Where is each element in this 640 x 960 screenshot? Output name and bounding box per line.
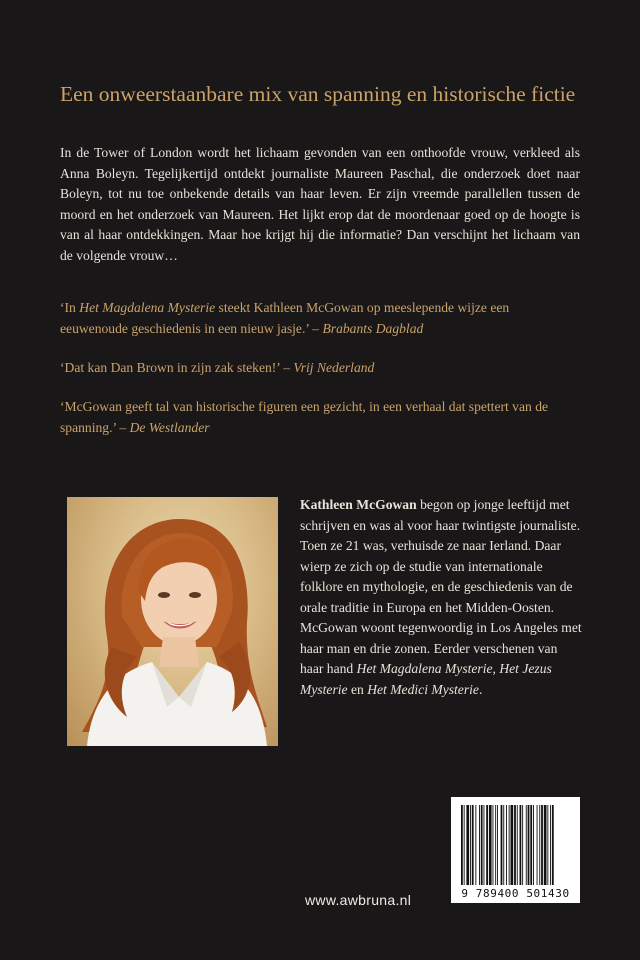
quote-source: De Westlander	[129, 419, 210, 435]
barcode-bar	[522, 805, 523, 885]
barcode-bar	[489, 805, 492, 885]
barcode	[451, 797, 580, 903]
blurb-paragraph: In de Tower of London wordt het lichaam gevonden van een onthoofde vrouw, verkleed als Anna Boleyn. Tegelijkertijd ontdekt journaliste Maureen Paschal, die onderzoek doet naar Boleyn, tot nu toe onbekende details van haar leven. Er zijn vreemde parallellen tussen de moord en het onderzoek van Maureen. Het lijkt erop dat de moordenaar goed op de hoogte is van al haar ontdekkingen. Maar hoe krijgt hij die informatie? Dan verschijnt het lichaam van de volgende vrouw…	[60, 145, 580, 263]
barcode-bar	[511, 805, 514, 885]
review-quote-2	[60, 358, 580, 379]
barcode-bar	[464, 805, 465, 885]
review-quote-1	[60, 298, 580, 339]
barcode-bar	[541, 805, 543, 885]
bio-end: .	[478, 681, 483, 697]
quote-text: ‘Dat kan Dan Brown in zijn zak steken!’ –	[60, 360, 294, 375]
barcode-bar	[486, 805, 488, 885]
barcode-bar	[461, 805, 463, 885]
barcode-bar	[495, 805, 496, 885]
barcode-bar	[472, 805, 474, 885]
barcode-bar	[544, 805, 547, 885]
quote-text: steekt Kathleen McGowan op meeslepende wijze een eeuwenoude geschiedenis in een nieuw jasje.’ –	[60, 300, 510, 336]
bio-separator: en	[347, 681, 368, 697]
barcode-bar	[530, 805, 532, 885]
bio-book-3: Het Medici Mysterie	[367, 681, 479, 697]
quote-source: Vrij Nederland	[293, 360, 375, 375]
quote-prefix: ‘In	[60, 300, 80, 315]
barcode-bar	[506, 805, 507, 885]
author-name: Kathleen McGowan	[300, 497, 417, 512]
barcode-bar	[547, 805, 548, 885]
barcode-bar	[466, 805, 469, 885]
barcode-bar	[539, 805, 540, 885]
barcode-bar	[481, 805, 483, 885]
bio-book-1: Het Magdalena Mysterie	[356, 661, 493, 676]
barcode-bar	[552, 805, 554, 885]
headline: Een onweerstaanbare mix van spanning en historische fictie	[60, 82, 576, 106]
bio-separator: ,	[492, 661, 500, 676]
author-bio	[300, 495, 584, 700]
barcode-bar	[509, 805, 510, 885]
barcode-bar	[501, 805, 503, 885]
bio-text: begon op jonge leeftijd met schrijven en was al voor haar twintigste journaliste. Toen ze 21 was, verhuisde ze naar Ierland. Daar wierp ze zich op de studie van internationale folklore en mythologie, en de geschiedenis van de orale traditie in Europa en het Midden-Oosten. McGowan woont tegenwoordig in Los Angeles met haar man en drie zonen. Eerder verschenen van haar hand	[300, 497, 582, 676]
publisher-website: www.awbruna.nl	[305, 892, 412, 908]
bio-book-2: Het Jezus Mysterie	[300, 661, 552, 697]
barcode-bar	[517, 805, 518, 885]
barcode-bar	[493, 805, 494, 885]
quote-book-title: Het Magdalena Mysterie	[79, 300, 216, 315]
isbn-number: 9 789400 501430	[461, 887, 570, 900]
author-photo	[67, 497, 278, 746]
quote-text: ‘McGowan geeft tal van historische figuren een gezicht, in een verhaal dat spettert van de spanning.’ –	[60, 399, 549, 435]
barcode-bar	[526, 805, 527, 885]
barcode-bar	[479, 805, 480, 885]
barcode-bar	[514, 805, 516, 885]
barcode-bar	[475, 805, 476, 885]
review-quote-3	[60, 397, 580, 438]
quote-source: Brabants Dagblad	[322, 320, 424, 336]
author-portrait-illustration	[67, 497, 278, 746]
barcode-bar	[497, 805, 498, 885]
barcode-bar	[537, 805, 538, 885]
barcode-bar	[484, 805, 485, 885]
barcode-bar	[470, 805, 471, 885]
barcode-bar	[550, 805, 551, 885]
barcode-bar	[503, 805, 504, 885]
barcode-bar	[533, 805, 534, 885]
barcode-bar	[520, 805, 522, 885]
barcode-bars	[451, 797, 580, 887]
barcode-bar	[528, 805, 530, 885]
